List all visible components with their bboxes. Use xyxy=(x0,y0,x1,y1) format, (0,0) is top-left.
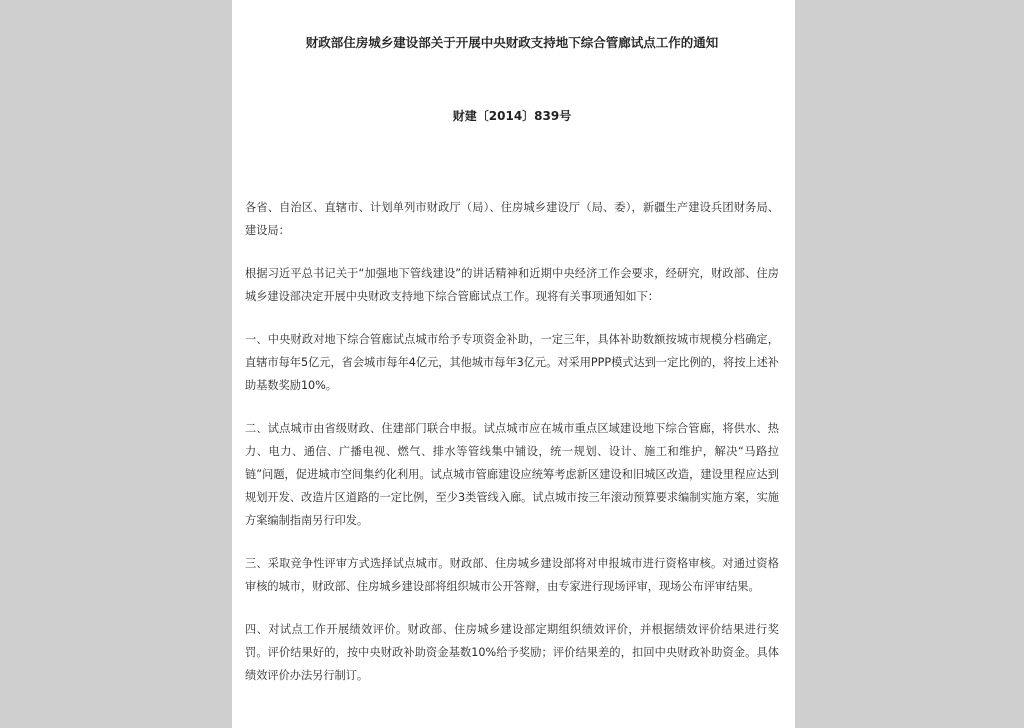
document-body xyxy=(245,196,779,707)
document-title: 财政部住房城乡建设部关于开展中央财政支持地下综合管廊试点工作的通知 xyxy=(305,35,719,50)
paragraph-item-2: 二、试点城市由省级财政、住建部门联合申报。试点城市应在城市重点区域建设地下综合管廊，将供水、热力、电力、通信、广播电视、燃气、排水等管线集中铺设，统一规划、设计、施工和维护，解决“马路拉链”问题，促进城市空间集约化利用。试点城市管廊建设应统筹考虑新区建设和旧城区改造，建设里程应达到规划开发、改造片区道路的一定比例，至少3类管线入廊。试点城市按三年滚动预算要求编制实施方案，实施方案编制指南另行印发。 xyxy=(245,422,779,527)
paragraph-item-4: 四、对试点工作开展绩效评价。财政部、住房城乡建设部定期组织绩效评价，并根据绩效评价结果进行奖罚。评价结果好的，按中央财政补助资金基数10%给予奖励；评价结果差的，扣回中央财政补助资金。具体绩效评价办法另行制订。 xyxy=(245,623,779,682)
paragraph-item-1: 一、中央财政对地下综合管廊试点城市给予专项资金补助，一定三年，具体补助数额按城市规模分档确定，直辖市每年5亿元，省会城市每年4亿元，其他城市每年3亿元。对采用PPP模式达到一定比例的，将按上述补助基数奖励10%。 xyxy=(245,333,779,392)
paragraph-addressees: 各省、自治区、直辖市、计划单列市财政厅（局）、住房城乡建设厅（局、委），新疆生产建设兵团财务局、建设局： xyxy=(245,201,779,237)
paragraph-intro: 根据习近平总书记关于“加强地下管线建设”的讲话精神和近期中央经济工作会要求，经研究，财政部、住房城乡建设部决定开展中央财政支持地下综合管廊试点工作。现将有关事项通知如下： xyxy=(245,267,779,303)
document-number: 财建〔2014〕839号 xyxy=(452,109,572,123)
paragraph-item-3: 三、采取竞争性评审方式选择试点城市。财政部、住房城乡建设部将对申报城市进行资格审核。对通过资格审核的城市，财政部、住房城乡建设部将组织城市公开答辩，由专家进行现场评审，现场公布评审结果。 xyxy=(245,557,779,593)
document-page xyxy=(232,0,795,728)
